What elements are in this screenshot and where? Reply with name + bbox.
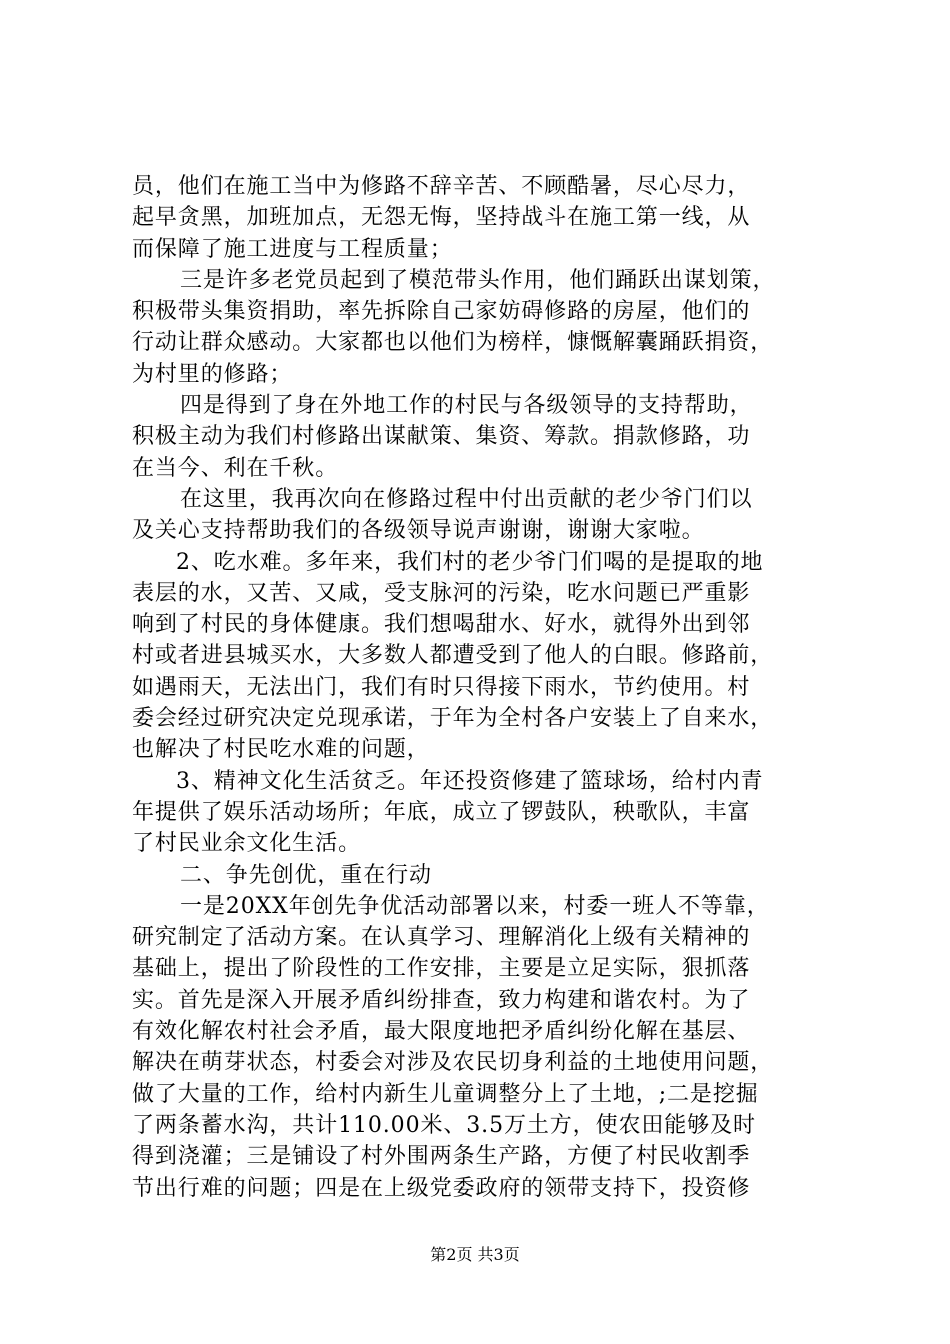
text-line: 积极主动为我们村修路出谋献策、集资、筹款。捐款修路，功 bbox=[132, 424, 751, 450]
text-line: 表层的水，又苦、又咸，受支脉河的污染，吃水问题已严重影 bbox=[132, 580, 751, 606]
text-line: 行动让群众感动。大家都也以他们为榜样，慷慨解囊踊跃捐资， bbox=[132, 330, 774, 356]
text-line: 做了大量的工作，给村内新生儿童调整分上了土地，;二是挖掘 bbox=[132, 1081, 759, 1107]
text-line: 为村里的修路； bbox=[132, 361, 293, 387]
text-line: 2、吃水难。多年来，我们村的老少爷门们喝的是提取的地 bbox=[176, 549, 764, 575]
page-number-footer: 第2页 共3页 bbox=[430, 1245, 520, 1264]
text-line: 得到浇灌；三是铺设了村外围两条生产路，方便了村民收割季 bbox=[132, 1144, 751, 1170]
text-line: 委会经过研究决定兑现承诺，于年为全村各户安装上了自来水， bbox=[132, 706, 774, 732]
text-line: 起早贪黑，加班加点，无怨无悔，坚持战斗在施工第一线，从 bbox=[132, 205, 751, 231]
text-line: 积极带头集资捐助，率先拆除自己家妨碍修路的房屋，他们的 bbox=[132, 299, 751, 325]
text-line: 解决在萌芽状态，村委会对涉及农民切身利益的土地使用问题， bbox=[132, 1050, 774, 1076]
text-line: 在当今、利在千秋。 bbox=[132, 455, 339, 481]
text-line: 在这里，我再次向在修路过程中付出贡献的老少爷门们以 bbox=[180, 486, 753, 512]
text-line: 三是许多老党员起到了模范带头作用，他们踊跃出谋划策， bbox=[180, 267, 776, 293]
text-line: 而保障了施工进度与工程质量； bbox=[132, 236, 453, 262]
document-body bbox=[132, 171, 832, 1204]
text-line: 了村民业余文化生活。 bbox=[132, 831, 362, 857]
text-line: 四是得到了身在外地工作的村民与各级领导的支持帮助， bbox=[180, 393, 753, 419]
text-line: 3、精神文化生活贫乏。年还投资修建了篮球场，给村内青 bbox=[176, 768, 764, 794]
text-line: 响到了村民的身体健康。我们想喝甜水、好水，就得外出到邻 bbox=[132, 612, 751, 638]
text-line: 有效化解农村社会矛盾，最大限度地把矛盾纠纷化解在基层、 bbox=[132, 1019, 751, 1045]
text-line: 员，他们在施工当中为修路不辞辛苦、不顾酷暑，尽心尽力， bbox=[132, 174, 751, 199]
text-line: 研究制定了活动方案。在认真学习、理解消化上级有关精神的 bbox=[132, 925, 751, 951]
text-line: 也解决了村民吃水难的问题， bbox=[132, 737, 430, 763]
text-line: 实。首先是深入开展矛盾纠纷排查，致力构建和谐农村。为了 bbox=[132, 987, 751, 1013]
text-line: 及关心支持帮助我们的各级领导说声谢谢，谢谢大家啦。 bbox=[132, 518, 705, 544]
text-line: 如遇雨天，无法出门，我们有时只得接下雨水，节约使用。村 bbox=[132, 674, 751, 700]
text-line: 一是20XX年创先争优活动部署以来，村委一班人不等靠， bbox=[180, 893, 770, 919]
text-line: 节出行难的问题；四是在上级党委政府的领带支持下，投资修 bbox=[132, 1175, 751, 1201]
text-line: 基础上，提出了阶段性的工作安排，主要是立足实际，狠抓落 bbox=[132, 956, 751, 982]
text-line: 年提供了娱乐活动场所；年底，成立了锣鼓队，秧歌队，丰富 bbox=[132, 799, 751, 825]
text-line: 了两条蓄水沟，共计110.00米、3.5万土方，使农田能够及时 bbox=[132, 1112, 756, 1138]
text-line: 村或者进县城买水，大多数人都遭受到了他人的白眼。修路前， bbox=[132, 643, 774, 669]
text-line: 二、争先创优，重在行动 bbox=[180, 862, 432, 888]
